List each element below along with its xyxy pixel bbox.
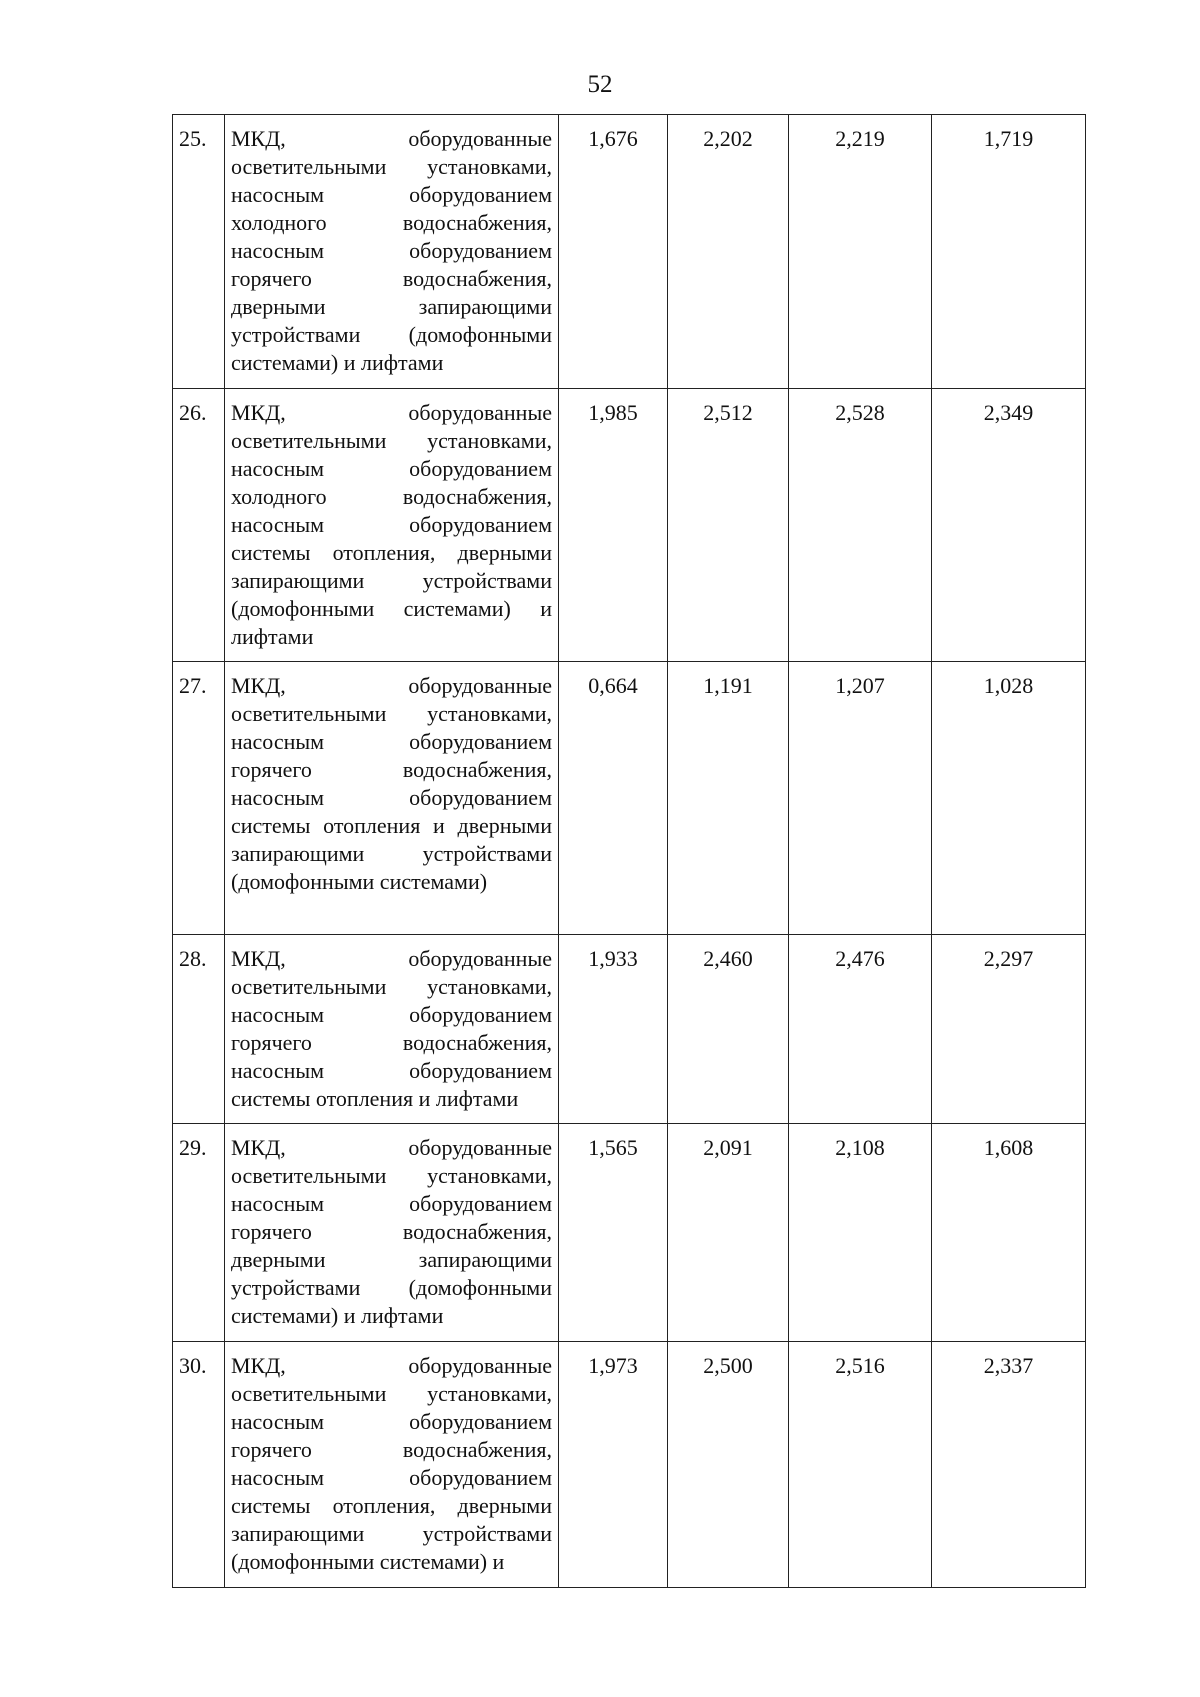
row-number: 27. bbox=[173, 662, 225, 935]
row-number: 30. bbox=[173, 1342, 225, 1588]
row-value-3: 2,476 bbox=[789, 935, 932, 1124]
row-value-4: 2,297 bbox=[932, 935, 1086, 1124]
row-value-1: 1,985 bbox=[559, 389, 668, 662]
row-value-3: 1,207 bbox=[789, 662, 932, 935]
row-number: 26. bbox=[173, 389, 225, 662]
row-value-2: 2,500 bbox=[668, 1342, 789, 1588]
row-value-1: 1,676 bbox=[559, 115, 668, 389]
row-value-2: 2,512 bbox=[668, 389, 789, 662]
row-value-4: 2,349 bbox=[932, 389, 1086, 662]
row-value-2: 2,202 bbox=[668, 115, 789, 389]
row-value-3: 2,516 bbox=[789, 1342, 932, 1588]
table-row bbox=[173, 1124, 1086, 1342]
row-description: МКД, оборудованные осветительными установками, насосным оборудованием горячего водоснабжения, насосным оборудованием системы отопления, дверными запирающими устройствами (домофонными системами) и bbox=[225, 1342, 559, 1588]
table-row bbox=[173, 662, 1086, 935]
row-value-3: 2,528 bbox=[789, 389, 932, 662]
row-number: 28. bbox=[173, 935, 225, 1124]
row-value-1: 1,933 bbox=[559, 935, 668, 1124]
row-value-4: 1,028 bbox=[932, 662, 1086, 935]
table-row bbox=[173, 389, 1086, 662]
row-value-1: 1,973 bbox=[559, 1342, 668, 1588]
data-table bbox=[172, 114, 1086, 1588]
row-value-2: 1,191 bbox=[668, 662, 789, 935]
row-description: МКД, оборудованные осветительными установками, насосным оборудованием холодного водоснабжения, насосным оборудованием системы отопления, дверными запирающими устройствами (домофонными системами) и лифтами bbox=[225, 389, 559, 662]
row-value-3: 2,219 bbox=[789, 115, 932, 389]
row-description: МКД, оборудованные осветительными установками, насосным оборудованием горячего водоснабжения, насосным оборудованием системы отопления и лифтами bbox=[225, 935, 559, 1124]
row-number: 25. bbox=[173, 115, 225, 389]
row-value-4: 1,719 bbox=[932, 115, 1086, 389]
row-description: МКД, оборудованные осветительными установками, насосным оборудованием горячего водоснабжения, насосным оборудованием системы отопления и дверными запирающими устройствами (домофонными системами) bbox=[225, 662, 559, 935]
row-value-2: 2,460 bbox=[668, 935, 789, 1124]
table-row bbox=[173, 1342, 1086, 1588]
row-value-1: 1,565 bbox=[559, 1124, 668, 1342]
row-description: МКД, оборудованные осветительными установками, насосным оборудованием холодного водоснабжения, насосным оборудованием горячего водоснабжения, дверными запирающими устройствами (домофонными системами) и лифтами bbox=[225, 115, 559, 389]
row-value-4: 1,608 bbox=[932, 1124, 1086, 1342]
row-value-4: 2,337 bbox=[932, 1342, 1086, 1588]
page-number: 52 bbox=[587, 71, 613, 98]
row-value-2: 2,091 bbox=[668, 1124, 789, 1342]
row-value-3: 2,108 bbox=[789, 1124, 932, 1342]
row-number: 29. bbox=[173, 1124, 225, 1342]
table-row bbox=[173, 935, 1086, 1124]
table-row bbox=[173, 115, 1086, 389]
row-description: МКД, оборудованные осветительными установками, насосным оборудованием горячего водоснабжения, дверными запирающими устройствами (домофонными системами) и лифтами bbox=[225, 1124, 559, 1342]
row-value-1: 0,664 bbox=[559, 662, 668, 935]
